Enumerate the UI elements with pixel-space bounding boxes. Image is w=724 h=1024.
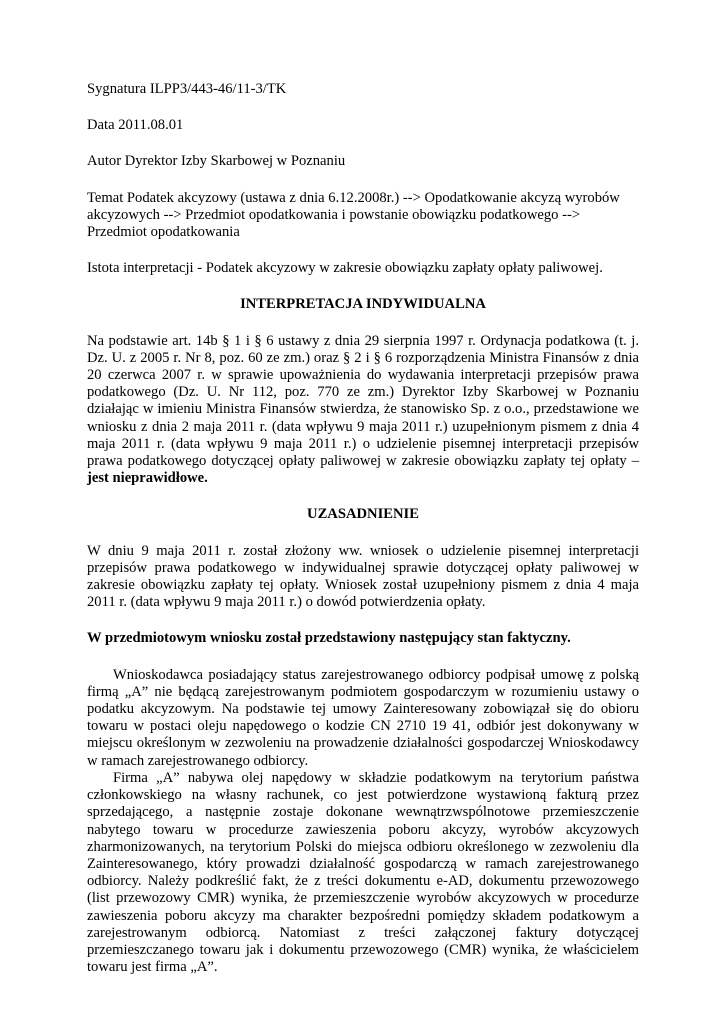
signature-line: Sygnatura ILPP3/443-46/11-3/TK	[87, 81, 287, 97]
interpretation-heading: INTERPRETACJA INDYWIDUALNA	[240, 296, 486, 313]
document-page	[87, 81, 639, 976]
facts-paragraph-2: Firma „A” nabywa olej napędowy w składzie podatkowym na terytorium państwa członkowskiego na własny rachunek, co jest potwierdzone wystawioną fakturą przez sprzedającego, a następnie zostaje dokonane wewnątrzwspólnotowe przemieszczenie nabytego towaru w procedurze zawieszenia poboru akcyzy, wyrobów akcyzowych zharmonizowanych, na terytorium Polski do miejsca odbioru określonego w zezwoleniu dla Zainteresowanego, który prowadzi działalność gospodarczą w ramach zarejestrowanego odbiorcy. Należy podkreślić fakt, że z treści dokumentu e-AD, dokumentu przewozowego (list przewozowy CMR) wynika, że przemieszczenie wyrobów akcyzowych w procedurze zawieszenia poboru akcyzy ma charakter bezpośredni pomiędzy składem podatkowym a zarejestrowanym odbiorcą. Natomiast z treści załączonej faktury dotyczącej przemieszczanego towaru jak i dokumentu przewozowego (CMR) wynika, że właścicielem towaru jest firma „A”.	[87, 769, 639, 976]
essence-line: Istota interpretacji - Podatek akcyzowy w zakresie obowiązku zapłaty opłaty paliwowej.	[87, 260, 603, 277]
interpretation-paragraph	[87, 333, 639, 488]
justification-paragraph: W dniu 9 maja 2011 r. został złożony ww. wniosek o udzielenie pisemnej interpretacji przepisów prawa podatkowego w indywidualnej sprawie dotyczącej opłaty paliwowej w zakresie obowiązku zapłaty tej opłaty. Wniosek został uzupełniony pismem z dnia 4 maja 2011 r. (data wpływu 9 maja 2011 r.) o dowód potwierdzenia opłaty.	[87, 542, 639, 611]
author-line: Autor Dyrektor Izby Skarbowej w Poznaniu	[87, 153, 346, 170]
interpretation-verdict: jest nieprawidłowe.	[87, 470, 208, 487]
date-block	[87, 117, 639, 134]
facts-paragraph-1: Wnioskodawca posiadający status zarejestrowanego odbiorcy podpisał umowę z polską firmą „A” nie będącą zarejestrowanym podmiotem gospodarczym w rozumieniu ustawy o podatku akcyzowym. Na podstawie tej umowy Zainteresowany zobowiązał się do obioru towaru w postaci oleju napędowego o kodzie CN 2710 19 41, odbiór jest dokonywany w miejscu określonym w zezwoleniu na prowadzenie działalności gospodarczej Wnioskodawcy w ramach zarejestrowanego odbiorcy.	[87, 666, 639, 769]
topic-line: Temat Podatek akcyzowy (ustawa z dnia 6.12.2008r.) --> Opodatkowanie akcyzą wyrobów akcyzowych --> Przedmiot opodatkowania i powstanie obowiązku podatkowego --> Przedmiot opodatkowania	[87, 189, 620, 241]
justification-heading: UZASADNIENIE	[307, 506, 419, 523]
interpretation-body: Na podstawie art. 14b § 1 i § 6 ustawy z dnia 29 sierpnia 1997 r. Ordynacja podatkowa (t. j. Dz. U. z 2005 r. Nr 8, poz. 60 ze zm.) oraz § 2 i § 6 rozporządzenia Ministra Finansów z dnia 20 czerwca 2007 r. w sprawie upoważnienia do wydawania interpretacji przepisów prawa podatkowego (Dz. U. Nr 112, poz. 770 ze zm.) Dyrektor Izby Skarbowej w Poznaniu działając w imieniu Ministra Finansów stwierdza, że stanowisko Sp. z o.o., przedstawione we wniosku z dnia 2 maja 2011 r. (data wpływu 9 maja 2011 r.) uzupełnionym pismem z dnia 4 maja 2011 r. (data wpływu 9 maja 2011 r.) o udzielenie pisemnej interpretacji przepisów prawa podatkowego dotyczącej opłaty paliwowej w zakresie obowiązku zapłaty tej opłaty –	[87, 332, 639, 470]
author-block	[87, 153, 639, 170]
date-line: Data 2011.08.01	[87, 117, 184, 134]
metadata-block	[87, 81, 639, 98]
facts-heading: W przedmiotowym wniosku został przedstawiony następujący stan faktyczny.	[87, 630, 571, 647]
